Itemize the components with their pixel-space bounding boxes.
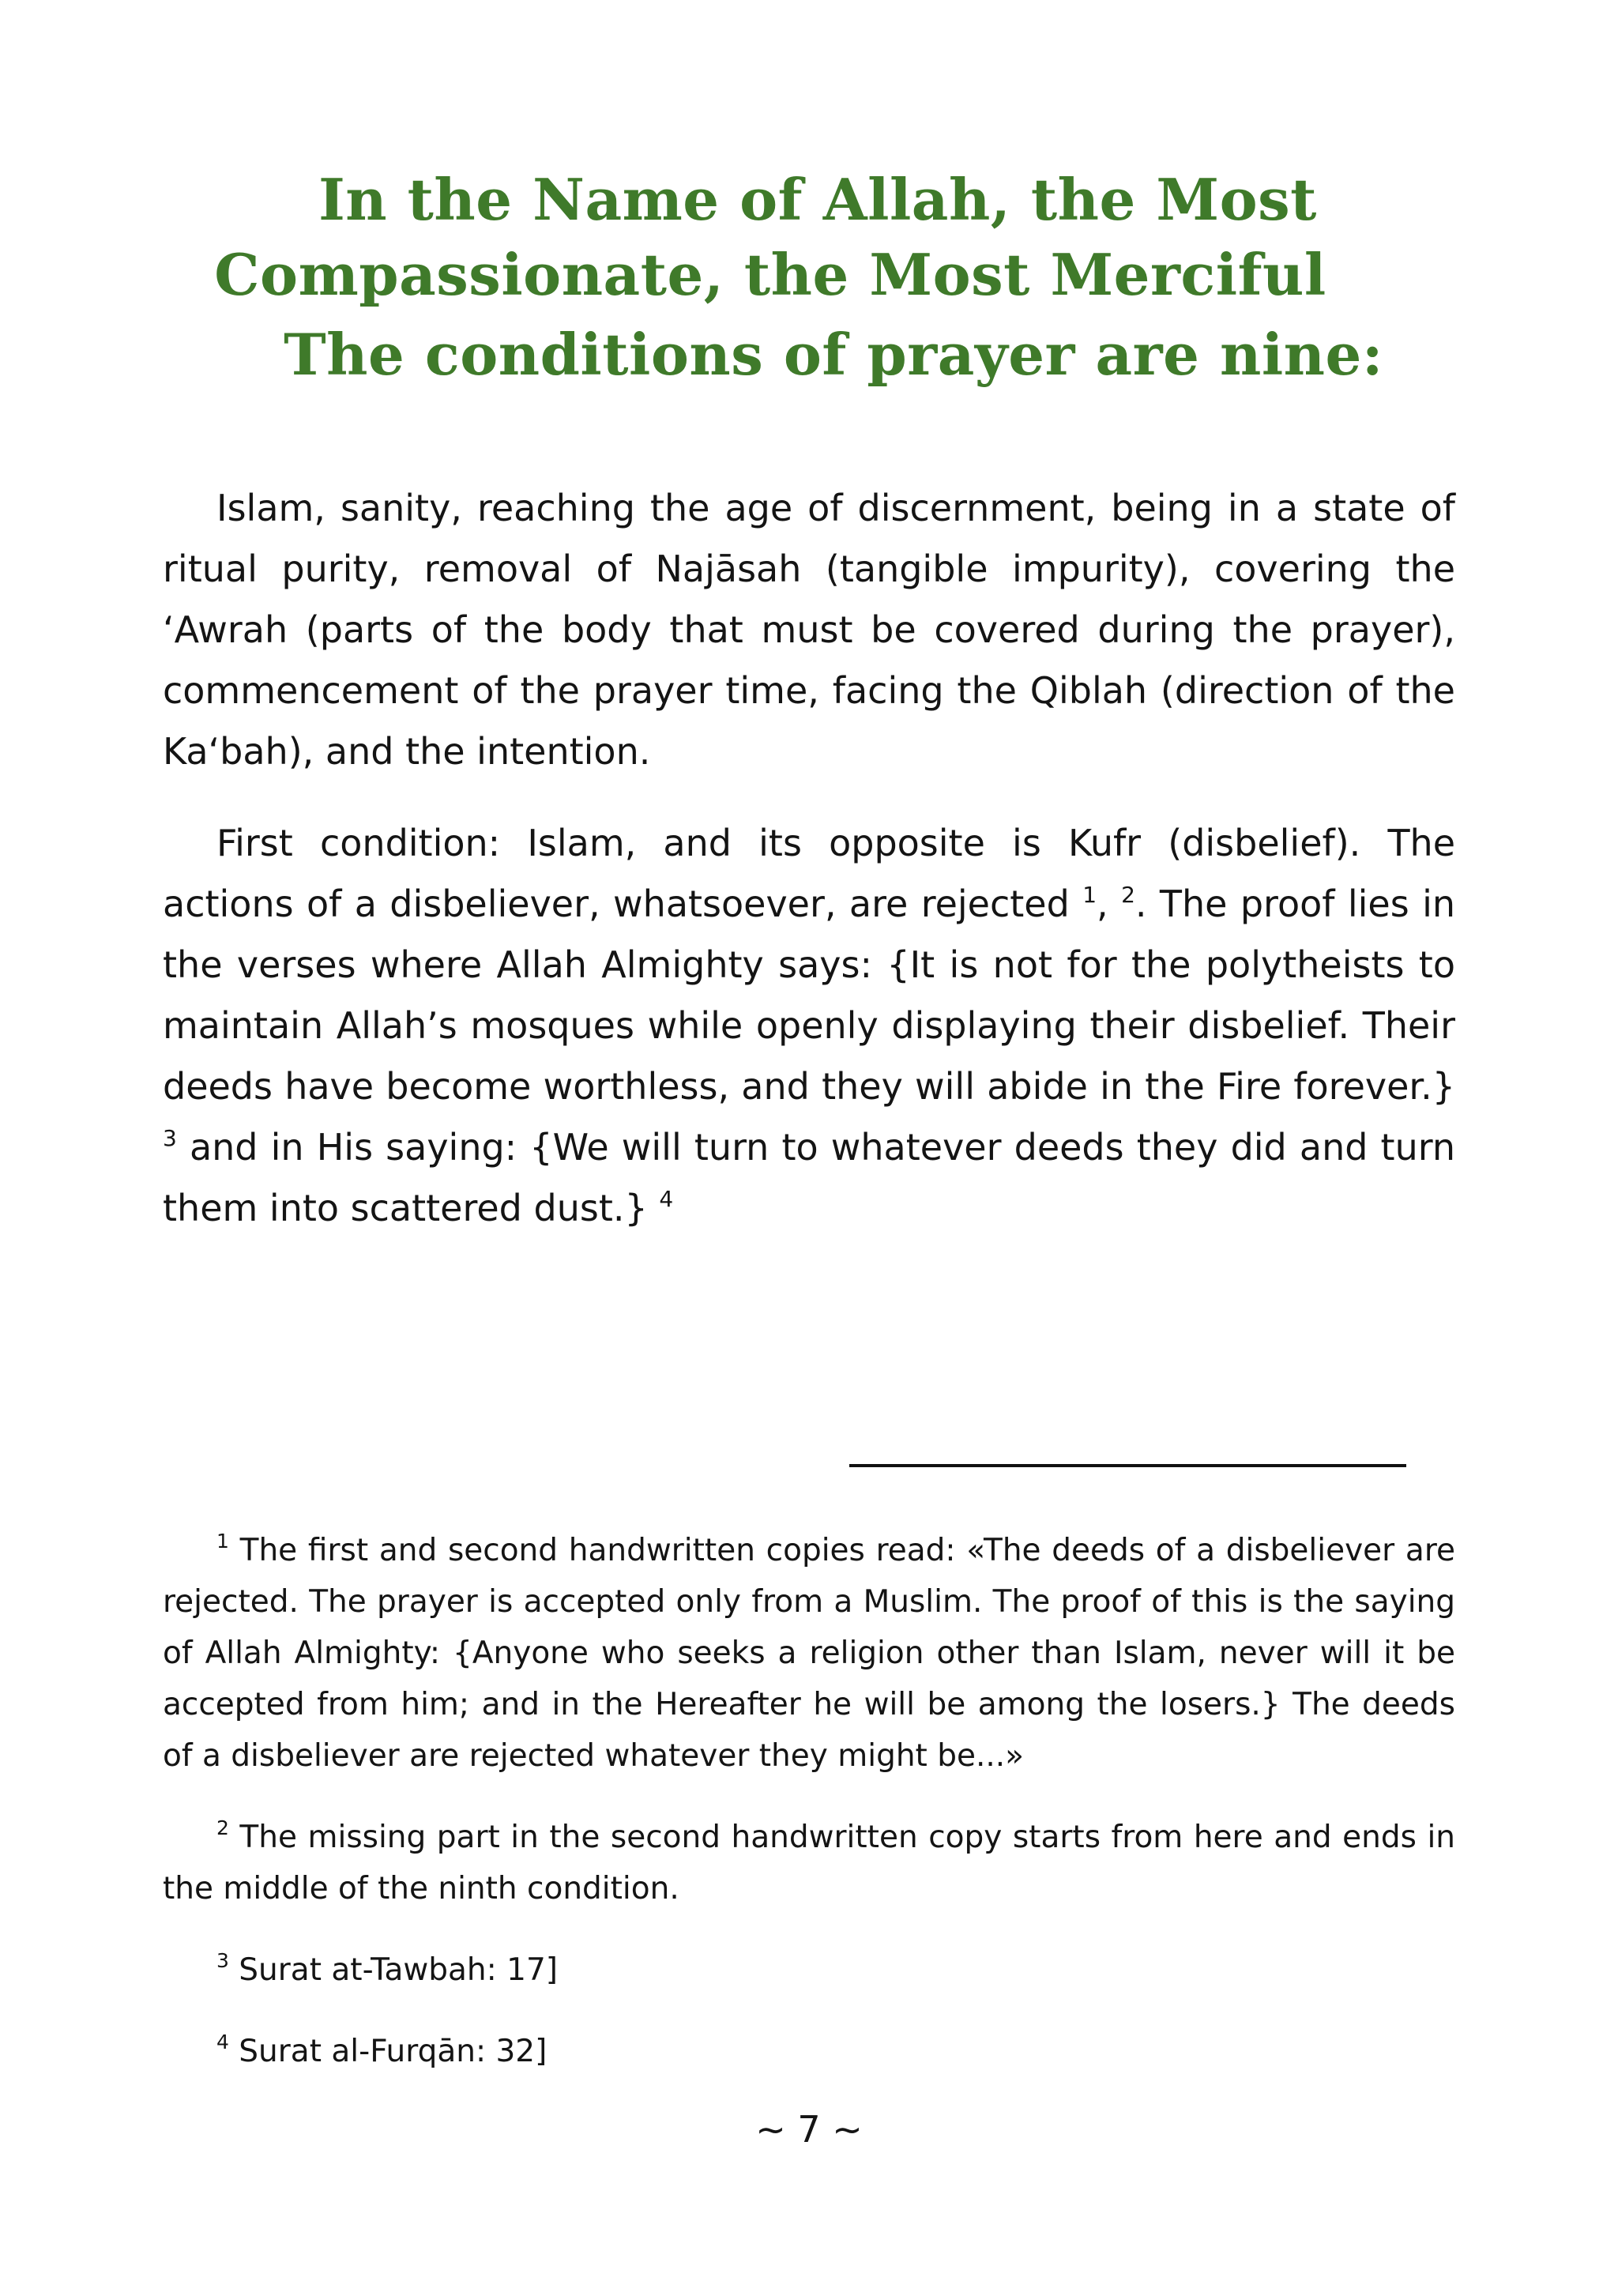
footnote-3 <box>163 1944 1455 1996</box>
footnote-2 <box>163 1812 1455 1914</box>
body-paragraph-2 <box>163 813 1455 1239</box>
footnote-separator-rule <box>849 1464 1406 1467</box>
heading-line-1: In the Name of Allah, the Most <box>318 166 1317 233</box>
footnote-ref-2[interactable]: 2 <box>1121 882 1135 908</box>
page-heading <box>158 162 1462 392</box>
footnote-text: Surat al-Furqān: 32] <box>228 2034 547 2069</box>
footnote-1 <box>163 1525 1455 1782</box>
footnote-number: 4 <box>216 2031 229 2053</box>
footnote-number: 1 <box>216 1530 229 1553</box>
footnote-ref-1[interactable]: 1 <box>1082 882 1097 908</box>
heading-line-3: The conditions of prayer are nine: <box>284 321 1383 388</box>
footnotes <box>163 1525 1455 2107</box>
paragraph-2-text-3: and in His saying: {We will turn to whatever deeds they did and turn them into scattered dust.} <box>163 1126 1455 1229</box>
footnote-ref-separator: , <box>1097 883 1122 925</box>
page-number: ~ 7 ~ <box>755 2108 863 2151</box>
footnote-ref-3[interactable]: 3 <box>163 1125 177 1151</box>
body-text <box>163 478 1455 1270</box>
paragraph-2-text-2: . The proof lies in the verses where Allah Almighty says: {It is not for the polytheists to maintain Allah’s mosques while openly displaying their disbelief. Their deeds have become worthless, and they will abide in the Fire forever.} <box>163 883 1455 1108</box>
footnote-text: The first and second handwritten copies read: «The deeds of a disbeliever are rejected. The prayer is accepted only from a Muslim. The proof of this is the saying of Allah Almighty: {Anyone who seeks a religion other than Islam, never will it be accepted from him; and in the Hereafter he will be among the losers.} The deeds of a disbeliever are rejected whatever they might be...» <box>163 1533 1455 1774</box>
heading-line-2: Compassionate, the Most Merciful <box>214 241 1326 308</box>
footnote-text: Surat at-Tawbah: 17] <box>228 1952 558 1988</box>
footnote-text: The missing part in the second handwritten copy starts from here and ends in the middle of the ninth condition. <box>163 1820 1455 1906</box>
body-paragraph-1: Islam, sanity, reaching the age of discernment, being in a state of ritual purity, removal of Najāsah (tangible impurity), covering the ‘Awrah (parts of the body that must be covered during the prayer), commencement of the prayer time, facing the Qiblah (direction of the Ka‘bah), and the intention. <box>163 487 1455 773</box>
footnote-4 <box>163 2026 1455 2077</box>
footnote-number: 3 <box>216 1949 229 1972</box>
paragraph-2-text-1: First condition: Islam, and its opposite is Kufr (disbelief). The actions of a disbeliever, whatsoever, are rejected <box>163 822 1455 925</box>
footnote-ref-4[interactable]: 4 <box>659 1186 674 1212</box>
footnote-number: 2 <box>216 1816 229 1839</box>
